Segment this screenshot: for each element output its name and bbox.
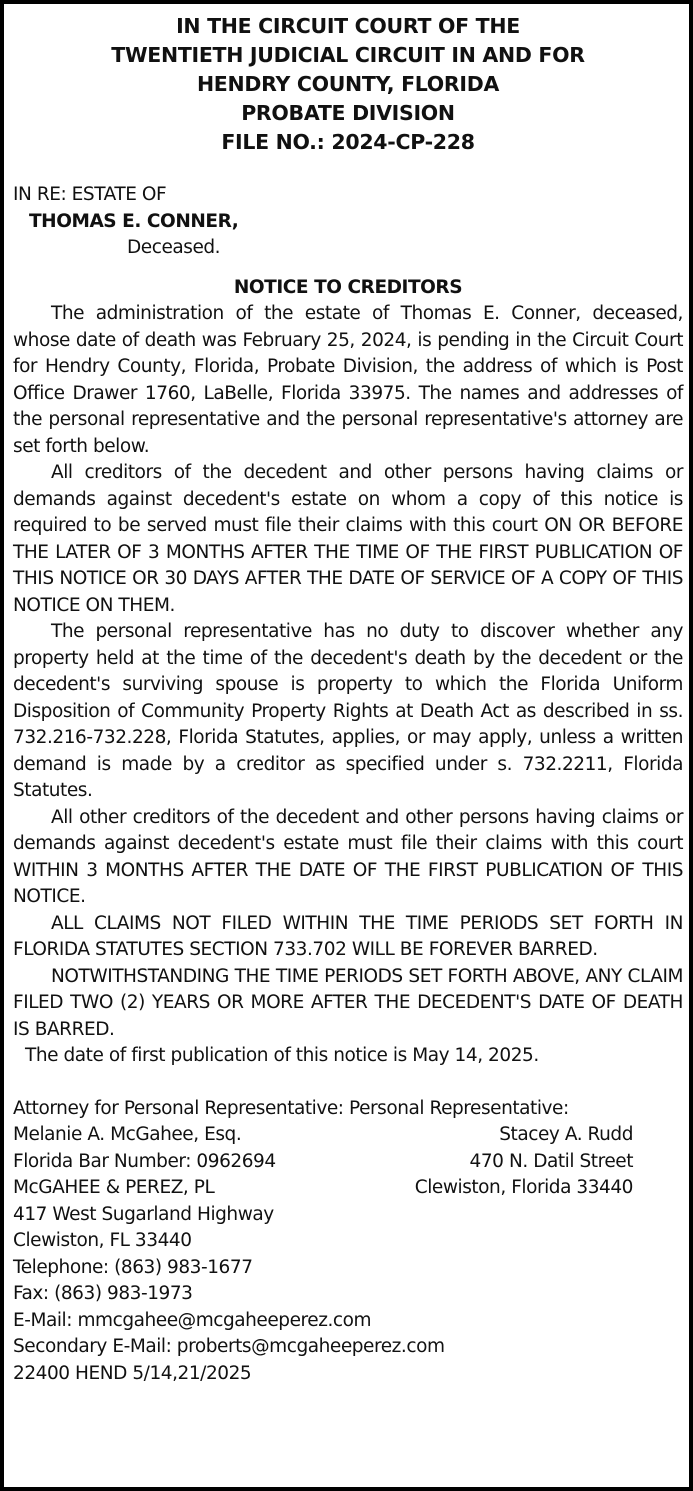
personal-representative-city: Clewiston, Florida 33440 (414, 1177, 633, 1198)
signature-heading: Attorney for Personal Representative: Personal Representative: (13, 1097, 569, 1119)
attorney-address-1: 417 West Sugarland Highway (13, 1203, 274, 1225)
attorney-telephone: Telephone: (863) 983-1677 (13, 1256, 253, 1278)
court-header-line-2: TWENTIETH JUDICIAL CIRCUIT IN AND FOR (111, 43, 585, 67)
notice-body (13, 301, 683, 1043)
signature-row-2 (13, 1149, 683, 1176)
court-header (13, 12, 683, 157)
publication-date: The date of first publication of this notice is May 14, 2025. (25, 1045, 539, 1066)
signature-row-3 (13, 1175, 683, 1202)
attorney-name: Melanie A. McGahee, Esq. (13, 1124, 242, 1145)
paragraph-claims-barred: ALL CLAIMS NOT FILED WITHIN THE TIME PERIODS SET FORTH IN FLORIDA STATUTES SECTION 733.702 WILL BE FOREVER BARRED. (13, 912, 683, 960)
personal-representative-name: Stacey A. Rudd (499, 1124, 633, 1145)
attorney-fax: Fax: (863) 983-1973 (13, 1283, 193, 1304)
attorney-email: E-Mail: mmcgahee@mcgaheeperez.com (13, 1309, 372, 1331)
signature-row-1 (13, 1122, 683, 1149)
in-re-line: IN RE: ESTATE OF (13, 184, 167, 205)
court-header-line-1: IN THE CIRCUIT COURT OF THE (176, 14, 520, 38)
signature-block (13, 1096, 683, 1388)
court-header-line-3: HENDRY COUNTY, FLORIDA (196, 72, 500, 96)
paragraph-notwithstanding: NOTWITHSTANDING THE TIME PERIODS SET FORTH ABOVE, ANY CLAIM FILED TWO (2) YEARS OR MORE AFTER THE DECEDENT'S DATE OF DEATH IS BARRED. (13, 965, 683, 1040)
file-number: FILE NO.: 2024-CP-228 (221, 130, 475, 154)
paragraph-creditors-served: All creditors of the decedent and other persons having claims or demands against decedent's estate on whom a copy of this notice is required to be served must file their claims with this court ON OR BEFORE THE LATER OF 3 MONTHS AFTER THE TIME OF THE FIRST PUBLICATION OF THIS NOTICE OR 30 DAYS AFTER THE DATE OF SERVICE OF A COPY OF THIS NOTICE ON THEM. (13, 462, 683, 616)
deceased-label: Deceased. (127, 237, 221, 258)
personal-representative-street: 470 N. Datil Street (469, 1150, 633, 1172)
attorney-secondary-email: Secondary E-Mail: proberts@mcgaheeperez.com (13, 1336, 445, 1357)
attorney-bar-number: Florida Bar Number: 0962694 (13, 1150, 276, 1172)
paragraph-other-creditors: All other creditors of the decedent and other persons having claims or demands against decedent's estate must file their claims with this court WITHIN 3 MONTHS AFTER THE DATE OF THE FIRST PUBLICATION OF THIS NOTICE. (13, 806, 683, 907)
attorney-address-2: Clewiston, FL 33440 (13, 1230, 192, 1251)
case-caption (13, 182, 683, 262)
court-header-line-4: PROBATE DIVISION (241, 101, 455, 125)
paragraph-community-property: The personal representative has no duty to discover whether any property held at the time of the decedent's death by the decedent or the decedent's surviving spouse is property to which the Florida Uniform Disposition of Community Property Rights at Death Act as described in ss. 732.216-732.228, Florida Statutes, applies, or may apply, unless a written demand is made by a creditor as specified under s. 732.2211, Florida Statutes. (13, 621, 683, 801)
publication-code: 22400 HEND 5/14,21/2025 (13, 1362, 252, 1384)
paragraph-administration: The administration of the estate of Thomas E. Conner, deceased, whose date of death was February 25, 2024, is pending in the Circuit Court for Hendry County, Florida, Probate Division, the address of which is Post Office Drawer 1760, LaBelle, Florida 33975. The names and addresses of the personal representative and the personal representative's attorney are set forth below. (13, 303, 683, 457)
decedent-name: THOMAS E. CONNER, (29, 210, 239, 232)
notice-title: NOTICE TO CREDITORS (233, 276, 463, 298)
attorney-firm: McGAHEE & PEREZ, PL (13, 1177, 215, 1198)
